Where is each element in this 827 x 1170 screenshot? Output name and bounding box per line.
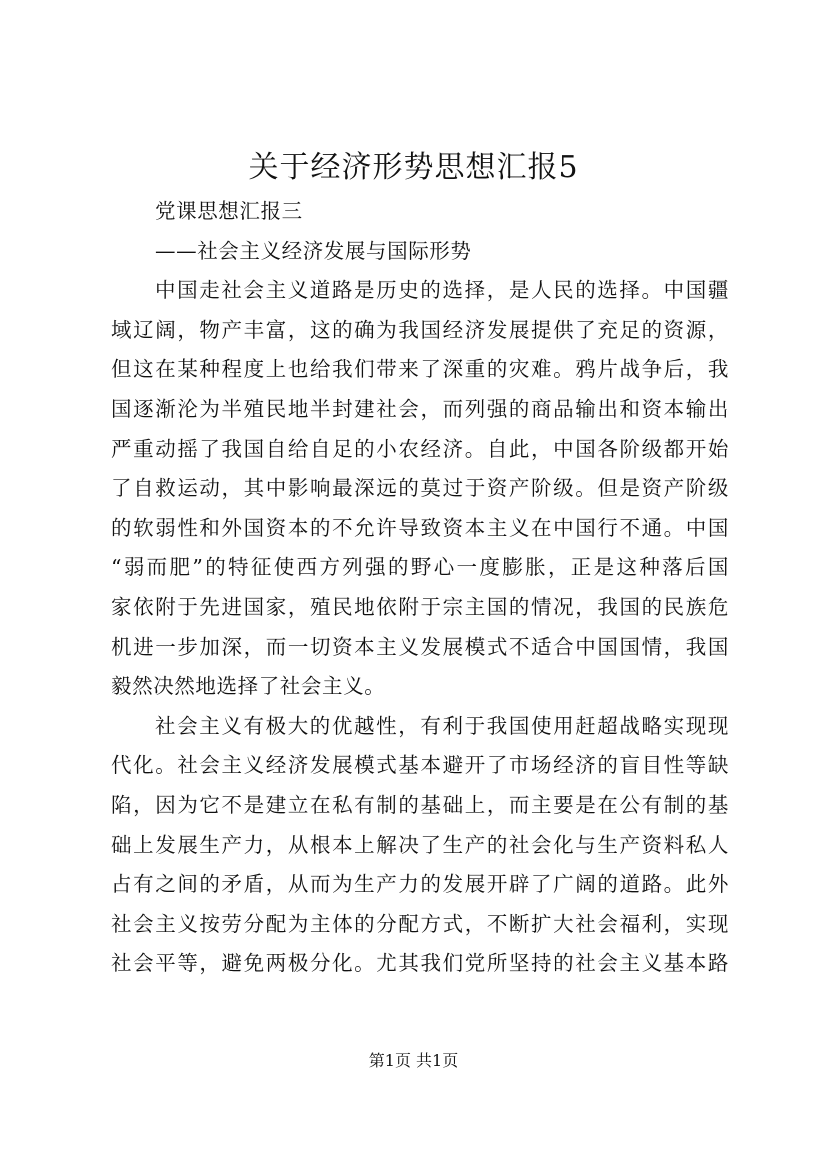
paragraph-line: 机进一步加深，而一切资本主义发展模式不适合中国国情，我国 — [111, 634, 729, 659]
paragraph-line: 占有之间的矛盾，从而为生产力的发展开辟了广阔的道路。此外 — [111, 872, 729, 897]
subtitle-line: 党课思想汇报三 — [155, 199, 303, 223]
paragraph-line: 严重动摇了我国自给自足的小农经济。自此，中国各阶级都开始 — [111, 436, 729, 461]
paragraph-line: 毅然决然地选择了社会主义。 — [111, 674, 386, 699]
subtitle-line: ——社会主义经济发展与国际形势 — [155, 238, 472, 263]
paragraph-line: 社会主义有极大的优越性，有利于我国使用赶超战略实现现 — [155, 713, 729, 738]
paragraph-line: 了自救运动，其中影响最深远的莫过于资产阶级。但是资产阶级 — [111, 476, 729, 501]
paragraph-line: 但这在某种程度上也给我们带来了深重的灾难。鸦片战争后，我 — [111, 357, 729, 382]
paragraph-line: 家依附于先进国家，殖民地依附于宗主国的情况，我国的民族危 — [111, 594, 729, 619]
paragraph-line: 的软弱性和外国资本的不允许导致资本主义在中国行不通。中国 — [111, 515, 729, 540]
page-footer: 第1页 共1页 — [368, 1051, 459, 1070]
page-title: 关于经济形势思想汇报5 — [248, 150, 579, 185]
paragraph-line: 社会主义按劳分配为主体的分配方式，不断扩大社会福利，实现 — [111, 911, 729, 936]
paragraph-line: 陷，因为它不是建立在私有制的基础上，而主要是在公有制的基 — [111, 792, 729, 817]
paragraph-line: 中国走社会主义道路是历史的选择，是人民的选择。中国疆 — [155, 278, 729, 303]
paragraph-line: 国逐渐沦为半殖民地半封建社会，而列强的商品输出和资本输出 — [111, 396, 729, 421]
paragraph-line: 代化。社会主义经济发展模式基本避开了市场经济的盲目性等缺 — [111, 753, 729, 778]
paragraph-line: 社会平等，避免两极分化。尤其我们党所坚持的社会主义基本路 — [111, 951, 729, 976]
document-body — [111, 192, 729, 984]
paragraph-line: 域辽阔，物产丰富，这的确为我国经济发展提供了充足的资源， — [111, 317, 729, 342]
paragraph-line: 础上发展生产力，从根本上解决了生产的社会化与生产资料私人 — [111, 832, 729, 857]
paragraph-line: “弱而肥”的特征使西方列强的野心一度膨胀，正是这种落后国 — [111, 555, 729, 580]
